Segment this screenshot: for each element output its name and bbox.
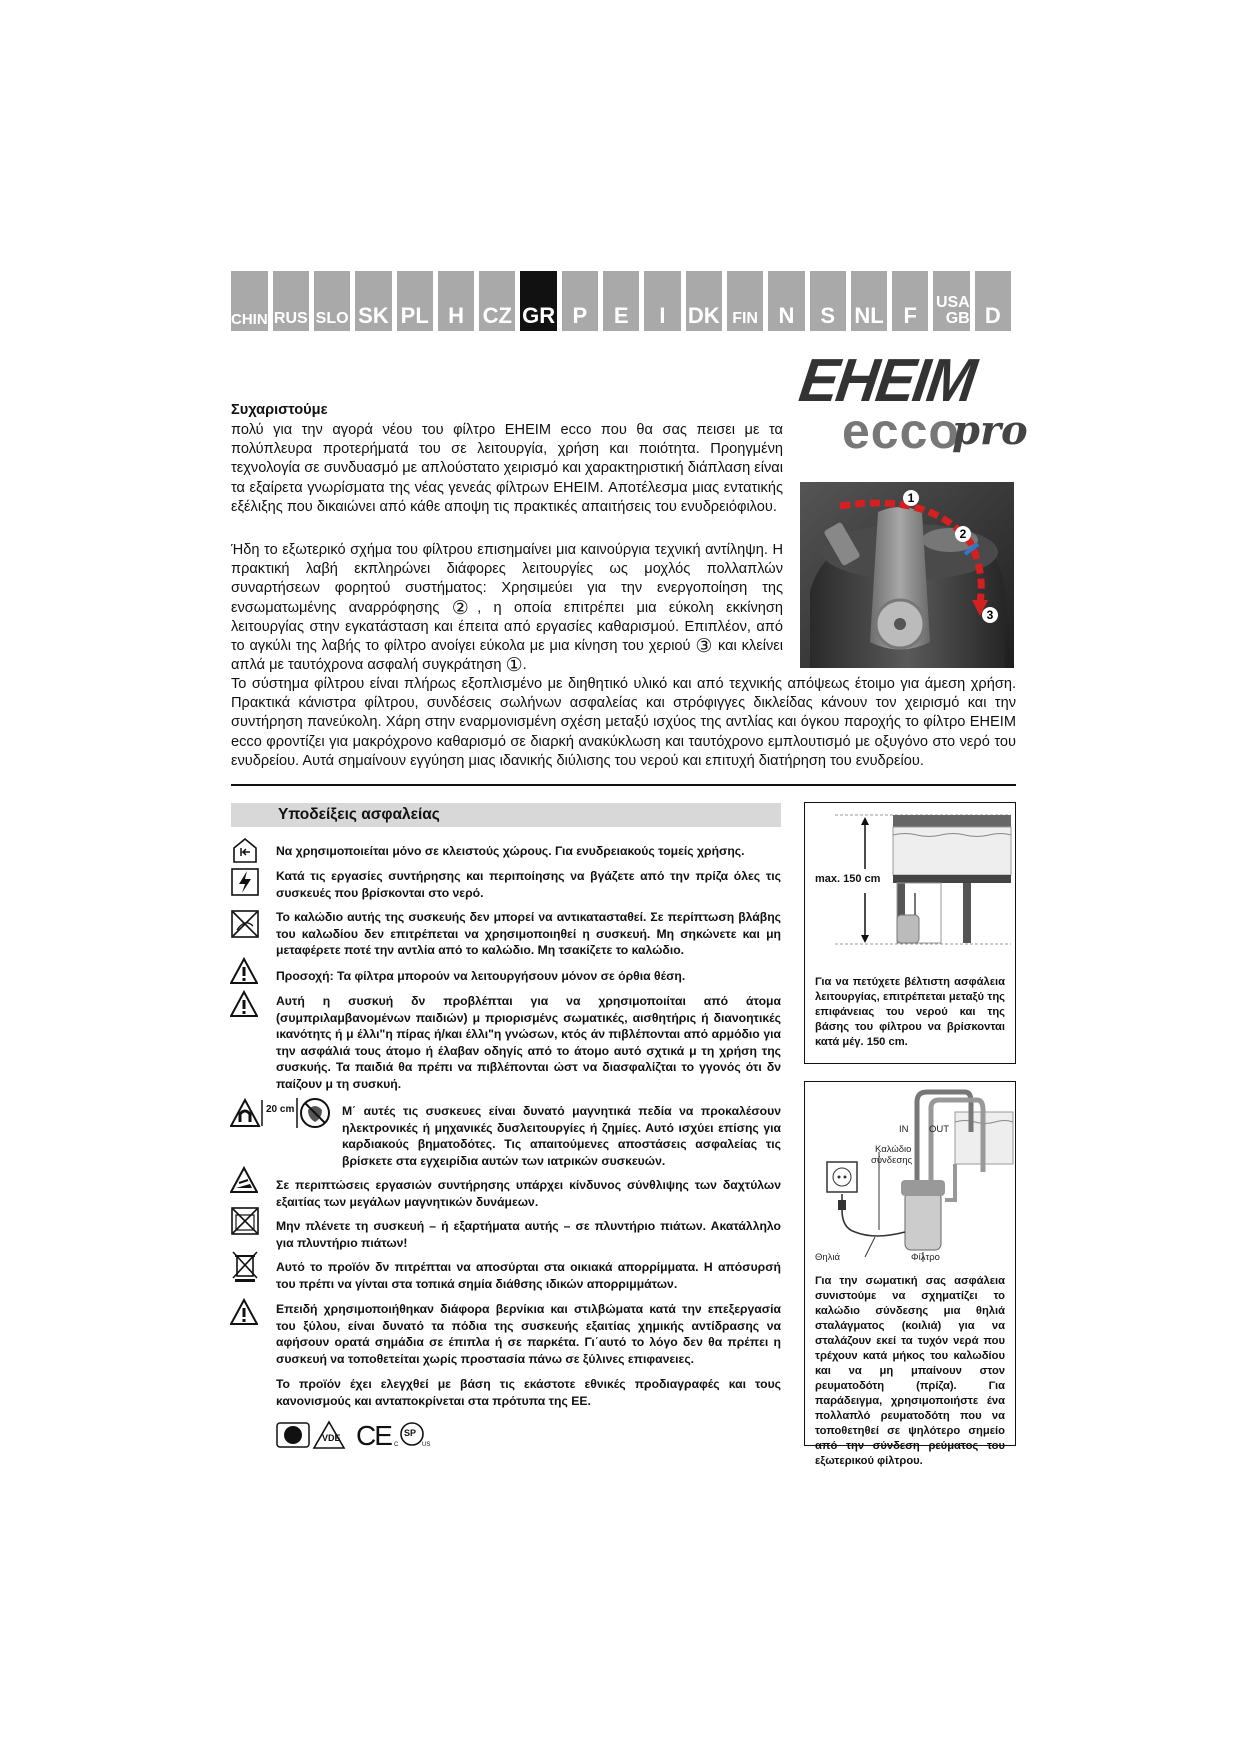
- tab-rus[interactable]: RUS: [273, 271, 309, 331]
- intro-heading: Συχαριστούμε: [231, 402, 328, 418]
- certification-marks: [276, 1420, 446, 1450]
- marker-3: 3: [982, 607, 998, 623]
- logo-brand: EHEIM: [795, 346, 979, 415]
- max-height-label: max. 150 cm: [815, 873, 881, 885]
- safety-item: Αυτό το προϊόν δν πιτρέπται να αποσύρται στα οικιακά απορρίμματα. Η απόσυρσή του πρέπι να γίνται στα τοπικά σημία διάθσης ιδικών απορριμμάτων.: [276, 1260, 781, 1291]
- tab-f[interactable]: F: [892, 271, 928, 331]
- safety-item: Να χρησιμοποιείται μόνο σε κλειστούς χώρους. Για ενυδρειακούς τομείς χρήσης.: [276, 844, 745, 858]
- ce-mark: CE: [356, 1420, 391, 1451]
- warning-icon: [230, 1298, 258, 1326]
- tab-d[interactable]: D: [975, 271, 1011, 331]
- tab-pl[interactable]: PL: [397, 271, 433, 331]
- magnet-warning-icon: [230, 1098, 264, 1128]
- cable-not-replaceable-icon: [231, 910, 259, 938]
- safety-title: Υποδείξεις ασφαλείας: [278, 806, 440, 823]
- tab-h[interactable]: H: [438, 271, 474, 331]
- tab-dk[interactable]: DK: [686, 271, 722, 331]
- safety-item: Σε περιπτώσεις εργασιών συντήρησης υπάρχει κίνδυνος σύνθλιψης των δαχτύλων εξαιτίας των μεγάλων μαγνητικών δυνάμεων.: [276, 1178, 781, 1209]
- logo-product: ecco: [842, 403, 960, 459]
- csa-c-label: C: [394, 1442, 399, 1448]
- csa-us-label: US: [422, 1442, 431, 1448]
- intro-paragraph-2: Ήδη το εξωτερικό σχήμα του φίλτρου επισημαίνει μια καινούργια τεχνική αντίληψη. Η πρακτική λαβή εκπληρώνει διάφορες λειτουργίες ως μοχλός πολλαπλών συναρτήσεων φορητού συστήματος: Χρησιμεύει για την ενεργοποίηση της ενσωματωμένης αναρρόφησης ②, η οποία επιτρέπει μια εύκολη εκκίνηση λειτουργίας στην εγκατάσταση και έπειτα από εργασίες καθαρισμού. Επιπλέον, από το αγκύλι της λαβής το φίλτρο ανοίγει εύκολα με μια κίνηση του χεριού ③ και κλείνει απλά με ταυτόχρονα ασφαλή συγκράτηση ①.: [231, 542, 783, 677]
- distance-label: 20 cm: [266, 1104, 295, 1115]
- safety-item: Κατά τις εργασίες συντήρησης και περιποίησης να βγάζετε από την πρίζα όλες τις συσκευές που βρίσκονται στο νερό.: [276, 869, 781, 900]
- warning-icon: [230, 990, 258, 1018]
- drip-loop-caption: Για την σωματική σας ασφάλεια συνιστούμε να σχηματίζει το καλώδιο σύνδεσης μια θηλιά σταλάγματος (κοιλιά) για να σταλάζουν εκεί τα τυχόν νερά που τρέχουν κατά μήκος του καλωδίου και να μη μπαίνουν στον ρευματοδότη (πρίζα). Για παράδειγμα, χρησιμοποιήστε ένα πολλαπλό ρευματοδότη που να τοποθετηθεί σε ψηλότερο σημείο από την σύνδεση ρεύματος του εξωτερικού φίλτρου.: [815, 1275, 1005, 1467]
- safety-item: Επειδή χρησιμοποιήθηκαν διάφορα βερνίκια και στιλβώματα κατά την επεξεργασία του ξύλου, είναι δυνατό τα πόδια της συσκευής εξαιτίας χημικής αντίδρασης να αφήσουν ορατά σημάδια σε έπιπλα ή σε παρκέτα. Γι΄αυτό το λόγο δεν θα πρέπει η συσκευή να τοποθετείται χωρίς προστασία πάνω σε ξύλινες επιφανειες.: [276, 1302, 781, 1366]
- indoor-use-icon: [231, 836, 259, 864]
- tab-usa[interactable]: USA GB: [933, 271, 969, 331]
- tab-gr[interactable]: GR: [520, 271, 556, 331]
- vde-mark-label: VDE: [322, 1433, 341, 1443]
- circle-3-marker: ③: [695, 636, 714, 658]
- drip-loop-box: [804, 1081, 1016, 1467]
- tab-i[interactable]: I: [644, 271, 680, 331]
- language-tabs: [231, 271, 1011, 331]
- tab-slo[interactable]: SLO: [314, 271, 350, 331]
- tab-n[interactable]: N: [768, 271, 804, 331]
- tab-nl[interactable]: NL: [851, 271, 887, 331]
- logo-suffix: pro: [952, 407, 1028, 454]
- no-dishwasher-icon: [231, 1207, 259, 1235]
- safety-item: Αυτή η συσκυή δν προβλέπται για να χρησιμοποιίται από άτομα (συμπριλαμβανομένων παιδιών) μ πριορισμένς σωματικές, αισθητήρις ή διανοητικές ικανότητς ή μ έλλι"η πίρας ή/και έλλι"η γνώσων, κτός άν πιβλέπονται από αρμόδιο για την ασφάλιά τους άτομο ή έλαβαν οδηγίς από το άτομο αυτό σχτικά μ τη χρήση της συσκυής. Τα παιδιά θα πρέπι να πιβλέπονται ώστ να διασφαλίζται το γγονός ότι δν παίζουν μ τη συσκυή.: [276, 994, 781, 1091]
- marker-2: 2: [955, 526, 971, 542]
- tab-p[interactable]: P: [562, 271, 598, 331]
- tab-s[interactable]: S: [810, 271, 846, 331]
- tab-cz[interactable]: CZ: [479, 271, 515, 331]
- out-label: OUT: [929, 1124, 950, 1135]
- gs-mark-icon: [276, 1422, 310, 1448]
- safety-item: Το καλώδιο αυτής της συσκευής δεν μπορεί να αντικατασταθεί. Σε περίπτωση βλάβης του καλωδίου δεν επιτρέπεται να χρησιμοποιηθεί η συσκευή. Μη σηκώνετε και μη μεταφέρετε ποτέ την αντλία από το καλώδιο. Μη τσακίζετε το καλώδιο.: [276, 910, 781, 957]
- loop-label: Θηλιά: [815, 1252, 841, 1263]
- in-label: IN: [899, 1124, 909, 1135]
- no-pacemaker-icon: [296, 1096, 330, 1130]
- max-height-box: [804, 802, 1016, 1064]
- unplug-icon: [231, 868, 259, 896]
- weee-bin-icon: [231, 1250, 259, 1282]
- marker-1: 1: [903, 490, 919, 506]
- cable-label-2: σύνδεσης: [871, 1155, 913, 1166]
- safety-item: Το προϊόν έχει ελεγχθεί με βάση τις εκάστοτε εθνικές προδιαγραφές και τους κανονισμούς και ανταποκρίνεται στα πρότυπα της ΕΕ.: [276, 1377, 781, 1408]
- circle-1-marker: ①: [505, 655, 523, 677]
- cable-label-1: Καλώδιο: [875, 1144, 912, 1155]
- tab-e[interactable]: E: [603, 271, 639, 331]
- csa-mark-label: SP: [404, 1428, 417, 1438]
- safety-item: Μην πλένετε τη συσκευή – ή εξαρτήματα αυτής – σε πλυντήριο πιάτων. Ακατάλληλο για πλυντήριο πιάτων!: [276, 1219, 781, 1250]
- filter-label: Φίλτρο: [911, 1252, 940, 1263]
- crush-hazard-icon: [230, 1166, 258, 1194]
- tab-chin[interactable]: CHIN: [231, 271, 268, 331]
- tab-sk[interactable]: SK: [355, 271, 391, 331]
- product-photo: [800, 482, 1014, 668]
- section-divider: [231, 784, 1016, 786]
- warning-icon: [230, 957, 258, 985]
- drip-loop-diagram: [805, 1082, 1015, 1272]
- intro-paragraph-1: πολύ για την αγορά νέου του φίλτρο EHEIM ecco που θα σας πεισει με τα πολύπλευρα προτερήματά του σε λειτουργία, χρήση και ποιότητα. Προηγμένη τεχνολογία σε συνδυασμό με απλούστατο χειρισμό και χαρακτηριστική διάπλαση είναι τα εξαίρετα γνωρίσματα της νέας γενεάς φίλτρων EHEIM. Αποτέλεσμα μιας εντατικής εξέλιξης που δικαιώνει από κάθε αποψη τις πρακτικές απαιτήσεις του ενυδρειόφιλου.: [231, 422, 783, 515]
- safety-item: Μ΄ αυτές τις συσκευες είναι δυνατό μαγνητικά πεδία να προκαλέσουν ηλεκτρονικές ή μηχανικές δυσλειτουργίες ή ζημίες. Αυτό ισχύει επίσης για καρδιακούς βηματοδότες. Τις απαιτούμενες αποστάσεις ασφαλείας τις βρίσκετε στα εγχειρίδια αυτών των ιατρικών συσκευών.: [342, 1104, 781, 1168]
- eheim-ecco-pro-logo: [795, 346, 1028, 470]
- max-height-caption: Για να πετύχετε βέλτιστη ασφάλεια λειτουργίας, επιτρέπεται μεταξύ της επιφάνειας του νερού και της βάσης του φίλτρου να βρίσκονται κατά μέγ. 150 cm.: [815, 976, 1005, 1048]
- circle-2-marker: ②: [451, 597, 478, 619]
- intro-paragraph-3: Το σύστημα φίλτρου είναι πλήρως εξοπλισμένο με διηθητικό υλικό και από τεχνικής απόψεως έτοιμο για άμεση χρήση. Πρακτικά κάνιστρα φίλτρου, συνδέσεις σωλήνων ασφαλείας και στρόφιγγες δικλείδας κάνουν τον χειρισμό και την συντήρηση πανεύκολη. Χάρη στην εναρμονισμένη σχέση μεταξύ ισχύος της αντλίας και όγκου παροχής το φίλτρο EHEIM ecco φροντίζει για μακρόχρονο καθαρισμό σε διαρκή ανακύκλωση και ταυτόχρονο εμπλουτισμό με οξυγόνο στο νερό του ενυδρείου. Αυτά σημαίνουν εγγύηση μιας ιδανικής διύλισης του νερού και επιτυχή διατήρηση του ενυδρείου.: [231, 676, 1016, 769]
- tab-fin[interactable]: FIN: [727, 271, 763, 331]
- safety-item: Προσοχή: Τα φίλτρα μπορούν να λειτουργήσουν μόνον σε όρθια θέση.: [276, 969, 686, 983]
